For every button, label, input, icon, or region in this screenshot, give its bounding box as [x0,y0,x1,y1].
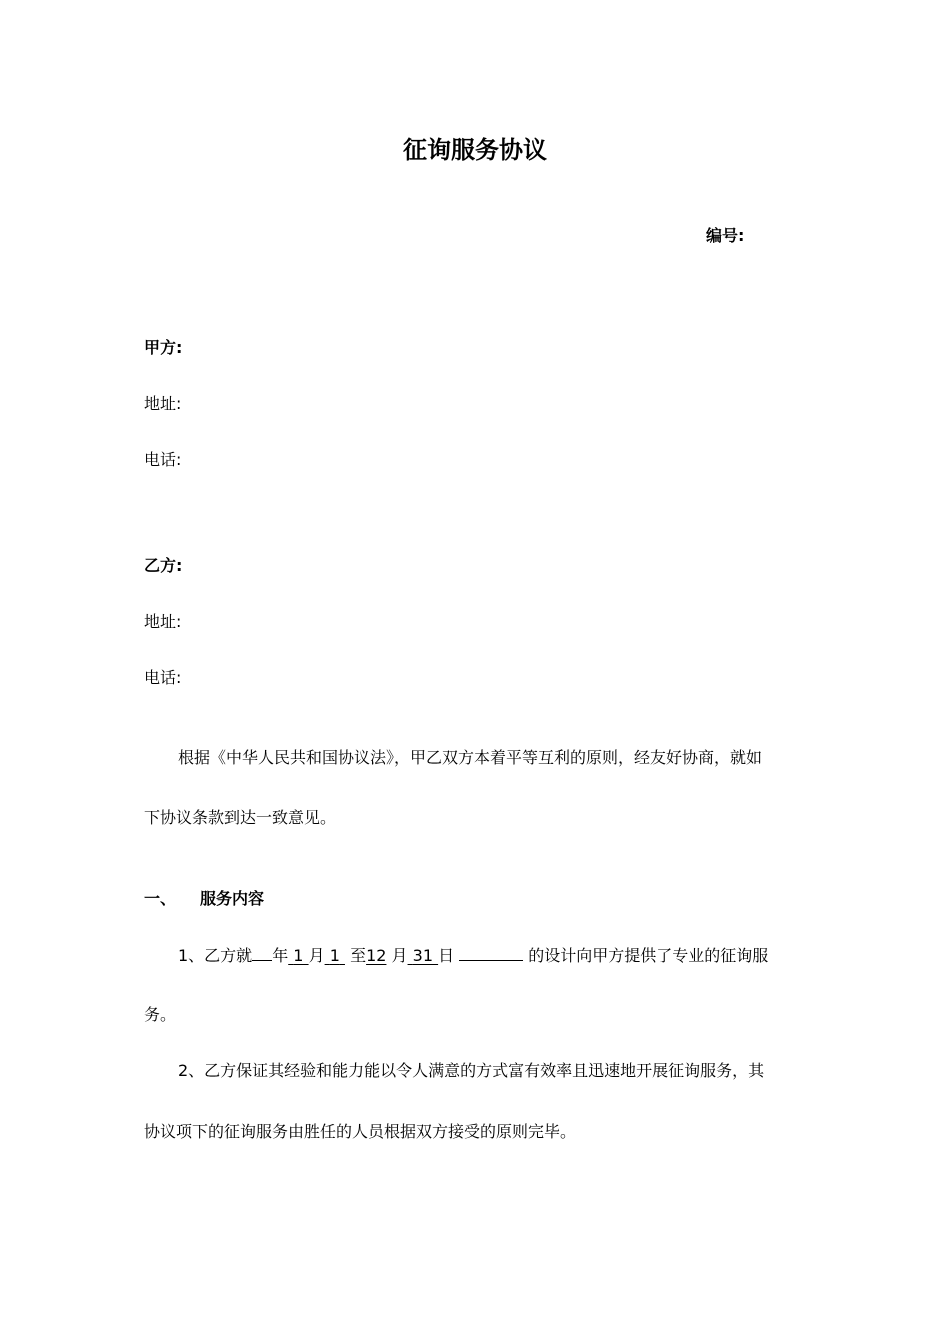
clause-1-line-2: 务。 [144,1005,177,1024]
clause-1-suffix: 的设计向甲方提供了专业的征询服 [528,946,769,965]
clause-1-end-month: 12 [366,946,387,965]
clause-2-line-1: 2、乙方保证其经验和能力能以令人满意的方式富有效率且迅速地开展征询服务，其 [178,1061,765,1080]
party-b-address-label: 地址: [144,612,182,631]
clause-2-line-2: 协议项下的征询服务由胜任的人员根据双方接受的原则完毕。 [144,1122,577,1141]
section-1-heading: 服务内容 [200,889,265,908]
intro-line-1: 根据《中华人民共和国协议法》，甲乙双方本着平等互利的原则，经友好协商，就如 [178,748,763,767]
party-b-label: 乙方: [144,556,183,575]
party-a-address-label: 地址: [144,394,182,413]
clause-1-start-month: 1 [293,946,304,965]
clause-1-line-1 [178,944,768,967]
party-a-label: 甲方: [144,338,183,357]
clause-1-to: 至 [350,946,367,965]
clause-1-start-day: 1 [329,946,340,965]
intro-line-2: 下协议条款到达一致意见。 [144,808,337,827]
clause-1-year-unit: 年 [272,946,289,965]
clause-1-month-unit-1: 月 [308,946,325,965]
document-title: 征询服务协议 [403,136,547,164]
party-b-phone-label: 电话: [144,668,182,687]
clause-1-day-unit: 日 [438,946,455,965]
serial-number-label: 编号: [706,226,745,245]
clause-1-month-unit-2: 月 [391,946,408,965]
clause-1-end-day: 31 [412,946,433,965]
clause-1-subject-blank [459,944,523,961]
clause-1-year-blank [252,944,272,961]
party-a-phone-label: 电话: [144,450,182,469]
section-1-number: 一、 [144,889,177,908]
clause-1-prefix: 1、乙方就 [178,946,253,965]
